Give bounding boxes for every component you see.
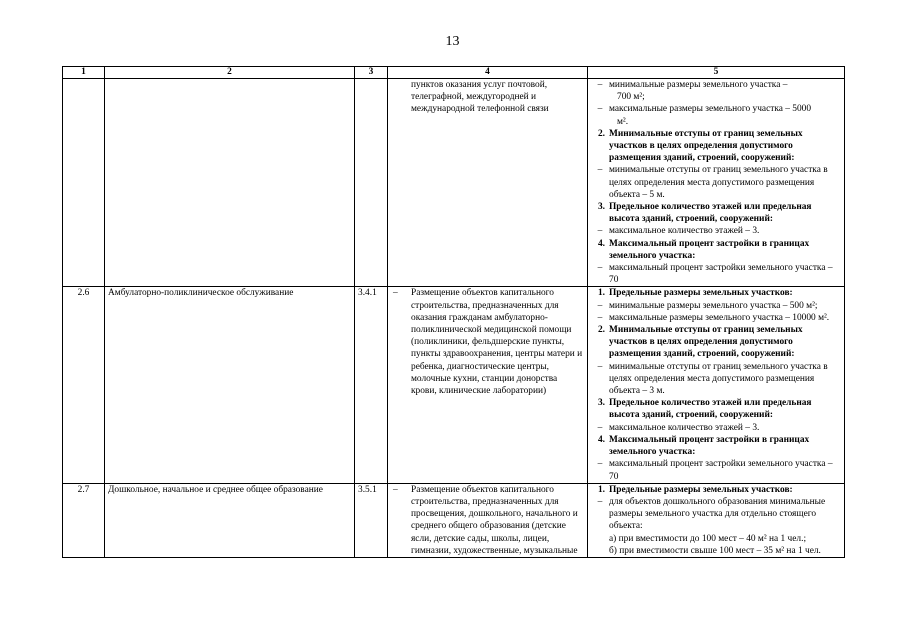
dash-marker	[591, 116, 609, 128]
item-number: 4.	[597, 434, 605, 445]
parameter-value	[591, 300, 841, 312]
item-number: 2.	[597, 128, 605, 139]
parameter-value	[591, 225, 841, 237]
parameter-value-text: минимальные размеры земельного участка –	[609, 80, 788, 90]
parameter-heading	[591, 397, 841, 421]
dash-marker: –	[393, 484, 398, 495]
dash-marker: –	[597, 80, 603, 90]
parameter-heading-text: Предельное количество этажей или предельная высота зданий, строений, сооружений:	[609, 398, 812, 421]
parameter-heading-text: Минимальные отступы от границ земельных участков в целях определения допустимого размещения зданий, строений, сооружений:	[609, 325, 803, 360]
header-col-3: 3	[355, 67, 388, 79]
parameter-value-text: минимальные отступы от границ земельного участка в целях определения места допустимого размещения объекта – 5 м.	[609, 165, 828, 200]
use-description-cell	[388, 79, 588, 287]
item-number: 2.	[597, 325, 605, 336]
parameter-value	[591, 262, 841, 286]
parameter-heading-text: Предельное количество этажей или предельная высота зданий, строений, сооружений:	[609, 202, 812, 225]
table-row	[63, 287, 845, 483]
dash-marker: –	[597, 226, 603, 237]
header-col-4: 4	[388, 67, 588, 79]
parameter-heading	[591, 484, 841, 496]
use-name-cell: Дошкольное, начальное и среднее общее образование	[105, 483, 355, 557]
parameter-value-text: м².	[617, 116, 629, 127]
parameter-heading	[591, 201, 841, 225]
dash-marker: –	[597, 361, 603, 372]
parameter-value-text: минимальные размеры земельного участка – 500 м²;	[609, 300, 818, 311]
dash-marker: –	[597, 165, 603, 176]
parameter-value-text: минимальные отступы от границ земельного участка в целях определения места допустимого размещения объекта – 3 м.	[609, 361, 828, 397]
dash-marker: –	[597, 422, 603, 433]
table-row	[63, 79, 845, 287]
parameter-value	[591, 422, 841, 434]
item-number: 3.	[597, 202, 605, 213]
parameter-value	[591, 91, 841, 103]
parameter-heading-text: Максимальный процент застройки в границах земельного участка:	[609, 238, 810, 261]
dash-marker: –	[597, 263, 603, 274]
parameters-cell	[588, 79, 845, 287]
use-code-cell: 3.5.1	[355, 483, 388, 557]
row-number-cell: 2.7	[63, 483, 105, 557]
parameter-heading	[591, 238, 841, 262]
description-text: Размещение объектов капитального строительства, предназначенных для оказания гражданам амбулаторно-поликлинической медицинской помощи (поликлиники, фельдшерские пункты, пункты здравоохранения, центры матери и ребенка, диагностические центры, молочные кухни, станции донорства крови, клинические лаборатории)	[411, 288, 583, 397]
parameter-heading	[591, 434, 841, 458]
use-description-cell	[388, 483, 588, 557]
parameter-value	[591, 103, 841, 115]
dash-marker: –	[597, 300, 603, 311]
use-code-cell	[355, 79, 388, 287]
parameter-value-text: максимальные размеры земельного участка – 5000	[609, 104, 812, 115]
parameter-value-text: максимальное количество этажей – 3.	[609, 422, 760, 433]
parameter-option: б) при вместимости свыше 100 мест – 35 м² на 1 чел.	[609, 545, 821, 556]
parameter-value	[591, 164, 841, 201]
page-number: 13	[445, 34, 460, 49]
parameter-heading-text: Максимальный процент застройки в границах земельного участка:	[609, 434, 810, 458]
use-code-cell: 3.4.1	[355, 287, 388, 483]
parameters-cell	[588, 483, 845, 557]
parameter-heading	[591, 287, 841, 299]
use-name-cell	[105, 79, 355, 287]
dash-marker: –	[393, 288, 398, 299]
description-line: пунктов оказания услуг почтовой,	[411, 80, 548, 90]
use-description-cell	[388, 287, 588, 483]
parameters-cell	[588, 287, 845, 483]
parameter-value	[591, 312, 841, 324]
parameter-value-text: максимальный процент застройки земельного участка – 70	[609, 459, 833, 482]
regulations-table	[62, 66, 845, 558]
description-line: телеграфной, междугородней и	[411, 92, 537, 103]
parameter-value	[591, 458, 841, 482]
parameter-value	[591, 496, 841, 533]
dash-marker	[591, 91, 609, 103]
item-number: 3.	[597, 398, 605, 409]
description-text: Размещение объектов капитального строительства, предназначенных для просвещения, дошкольного, начального и среднего общего образования (детские ясли, детские сады, школы, лицеи, гимназии, художественные, музыкальные	[411, 484, 578, 556]
item-number: 4.	[597, 238, 605, 249]
dash-marker: –	[597, 496, 603, 507]
parameter-heading	[591, 128, 841, 165]
dash-marker: –	[597, 459, 603, 470]
table-header-row	[63, 67, 845, 79]
parameter-heading	[591, 324, 841, 361]
parameter-value	[591, 79, 841, 91]
parameter-value-text: для объектов дошкольного образования минимальные размеры земельного участка для отдельно стоящего объекта:	[609, 496, 826, 532]
dash-marker: –	[597, 104, 603, 115]
header-col-5: 5	[588, 67, 845, 79]
parameter-heading-text: Минимальные отступы от границ земельных участков в целях определения допустимого размещения зданий, строений, сооружений:	[609, 128, 803, 164]
use-name-cell: Амбулаторно-поликлиническое обслуживание	[105, 287, 355, 483]
parameter-option: а) при вместимости до 100 мест – 40 м² на 1 чел.;	[609, 533, 807, 544]
parameter-value	[591, 116, 841, 128]
parameter-value-text: максимальный процент застройки земельного участка – 70	[609, 263, 833, 286]
header-col-2: 2	[105, 67, 355, 79]
table-row	[63, 483, 845, 557]
parameter-heading-text: Предельные размеры земельных участков:	[609, 288, 793, 299]
parameter-value-text: 700 м²;	[617, 92, 645, 103]
row-number-cell	[63, 79, 105, 287]
parameter-value	[591, 361, 841, 398]
row-number-cell: 2.6	[63, 287, 105, 483]
item-number: 1.	[597, 484, 605, 495]
parameter-heading-text: Предельные размеры земельных участков:	[609, 484, 793, 495]
dash-marker: –	[597, 312, 603, 323]
parameter-value-text: максимальные размеры земельного участка – 10000 м².	[609, 312, 830, 323]
header-col-1: 1	[63, 67, 105, 79]
description-line: международной телефонной связи	[411, 104, 549, 115]
parameter-value-text: максимальное количество этажей – 3.	[609, 226, 760, 237]
item-number: 1.	[597, 288, 605, 299]
